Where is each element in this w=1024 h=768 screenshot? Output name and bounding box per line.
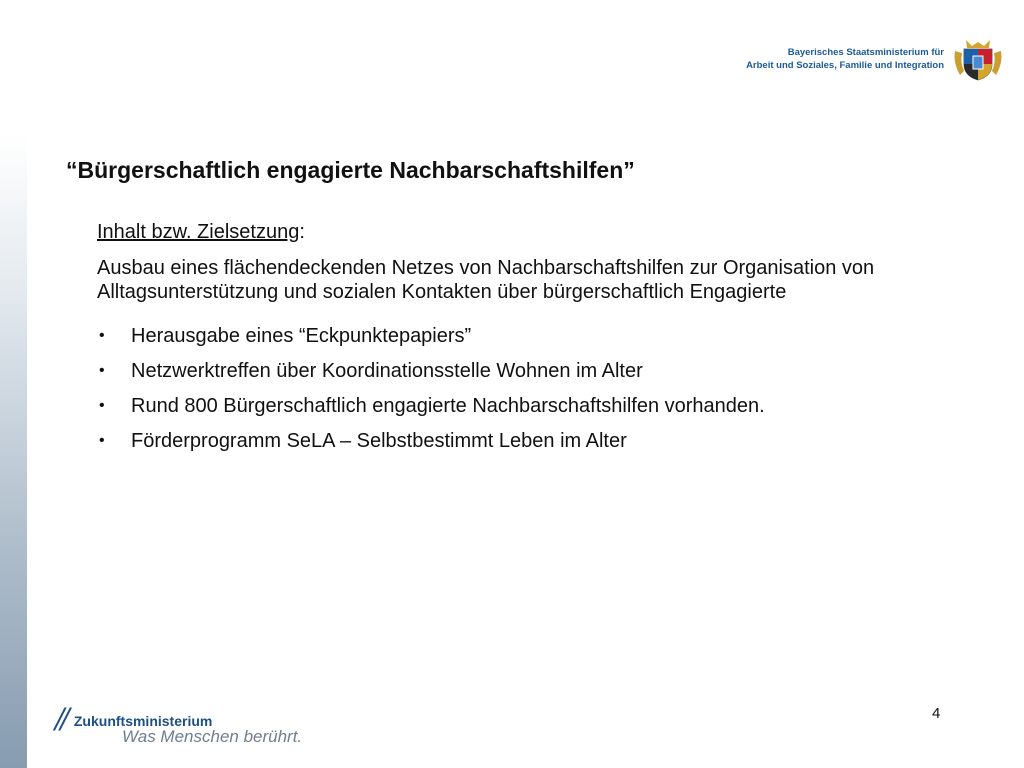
list-item <box>97 429 937 453</box>
list-item-text: Herausgabe eines “Eckpunktepapiers” <box>131 325 472 347</box>
bullet-icon: • <box>99 327 105 344</box>
list-item <box>97 324 937 348</box>
list-item-text: Förderprogramm SeLA – Selbstbestimmt Leben im Alter <box>131 430 627 452</box>
page-number: 4 <box>932 705 941 722</box>
zukunftsministerium-logo <box>55 702 302 747</box>
bullet-icon: • <box>99 362 105 379</box>
list-item <box>97 359 937 383</box>
bullet-list <box>97 324 937 453</box>
logo-slogan: Was Menschen berührt. <box>122 727 303 746</box>
ministry-name-line2: Arbeit und Soziales, Familie und Integration <box>746 60 944 71</box>
ministry-name-line1: Bayerisches Staatsministerium für <box>787 47 944 58</box>
list-item <box>97 394 937 418</box>
list-item-text: Rund 800 Bürgerschaftlich engagierte Nachbarschaftshilfen vorhanden. <box>131 395 765 417</box>
slide-title: “Bürgerschaftlich engagierte Nachbarschaftshilfen” <box>66 157 635 183</box>
slide-content <box>97 220 937 464</box>
bullet-icon: • <box>99 432 105 449</box>
bullet-icon: • <box>99 397 105 414</box>
subheading <box>97 220 937 244</box>
logo-slash-icon: // <box>55 702 66 735</box>
logo-name: Zukunftsministerium <box>73 713 213 729</box>
subheading-text: Inhalt bzw. Zielsetzung <box>97 221 300 243</box>
ministry-name <box>746 46 944 72</box>
list-item-text: Netzwerktreffen über Koordinationsstelle Wohnen im Alter <box>131 360 643 382</box>
left-gradient-bar <box>0 135 27 768</box>
subheading-colon: : <box>299 221 305 243</box>
intro-paragraph: Ausbau eines flächendeckenden Netzes von Nachbarschaftshilfen zur Organisation von Alltagsunterstützung und sozialen Kontakten über bürgerschaftlich Engagierte <box>97 257 875 303</box>
ministry-logo <box>746 37 1004 81</box>
bavarian-crest-icon <box>952 37 1004 81</box>
